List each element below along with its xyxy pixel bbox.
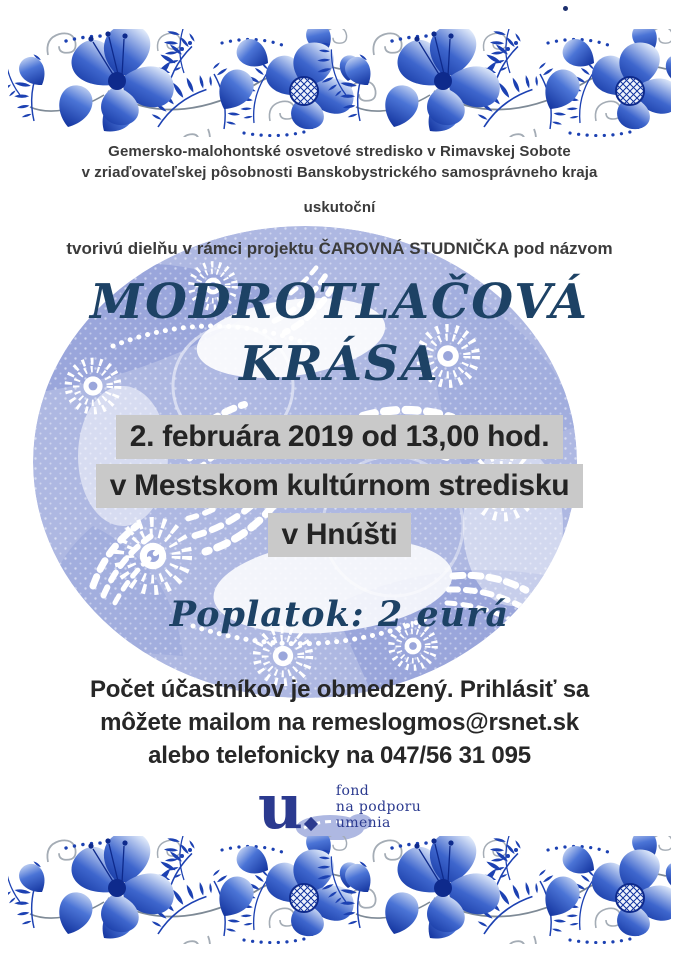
organizer-line-1: Gemersko-malohontské osvetové stredisko v Rimavskej Sobote <box>108 143 571 160</box>
project-line: tvorivú dielňu v rámci projektu ČAROVNÁ STUDNIČKA pod názvom <box>66 239 613 258</box>
fee-line: Poplatok: 2 eurá <box>169 594 510 635</box>
registration-line-1: Počet účastníkov je obmedzený. Prihlásiť sa <box>89 676 590 703</box>
registration-line-3: alebo telefonicky na 047/56 31 095 <box>148 742 531 769</box>
action-word: uskutoční <box>303 199 376 216</box>
city-text: v Hnúšti <box>281 518 398 551</box>
venue-strip <box>96 464 583 508</box>
venue-text: v Mestskom kultúrnom stredisku <box>109 469 570 502</box>
fpu-logo <box>0 770 679 843</box>
folk-border-bottom-graphic <box>8 836 671 944</box>
logo-line-1: fond <box>335 783 370 799</box>
date-strip <box>116 415 564 459</box>
logo-line-3: umenia <box>335 815 391 831</box>
title-line-1: MODROTLAČOVÁ <box>90 274 589 330</box>
logo-u-mark: u <box>257 770 303 843</box>
registration-line-2: môžete mailom na remeslogmos@rsnet.sk <box>100 709 579 736</box>
logo-diamond-dot <box>304 817 318 831</box>
date-text: 2. februára 2019 od 13,00 hod. <box>129 420 550 453</box>
logo-line-2: na podporu <box>335 799 422 815</box>
folk-border-bottom <box>8 836 671 944</box>
event-title <box>0 271 679 395</box>
organizer-line-2: v zriaďovateľskej pôsobnosti Banskobystrického samosprávneho kraja <box>81 164 598 181</box>
registration-note <box>0 673 679 772</box>
title-line-2: KRÁSA <box>239 336 440 392</box>
logo-text <box>336 783 421 831</box>
city-strip <box>268 513 412 557</box>
